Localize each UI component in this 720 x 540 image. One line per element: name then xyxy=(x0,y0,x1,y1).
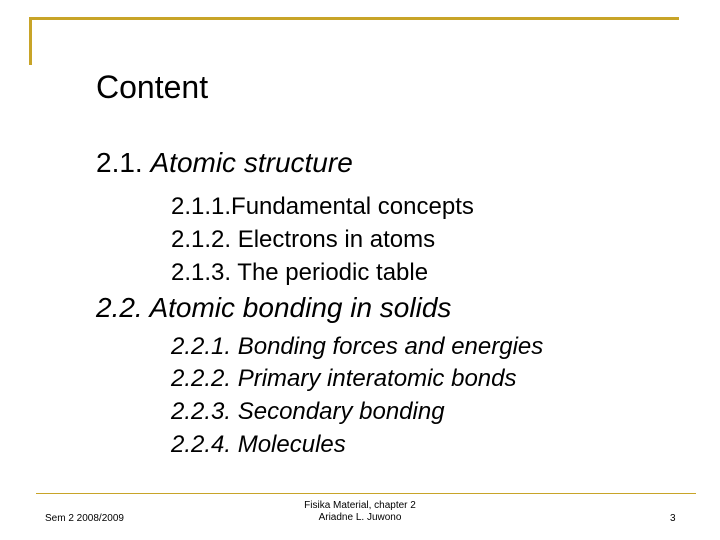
subsection-label: Bonding forces and energies xyxy=(237,333,544,360)
footer-divider xyxy=(36,493,696,494)
section-label: Atomic bonding in solids xyxy=(149,292,452,323)
subsection-2-1-1 xyxy=(171,192,474,222)
subsection-number: 2.1.2. xyxy=(171,226,232,253)
footer-semester: Sem 2 2008/2009 xyxy=(45,513,124,524)
section-2-2 xyxy=(96,292,451,324)
section-number: 2.1. xyxy=(96,147,143,178)
subsection-2-1-2 xyxy=(171,225,435,255)
subsection-number: 2.2.4. xyxy=(171,431,232,458)
subsection-2-2-2 xyxy=(171,364,516,394)
subsection-label: Molecules xyxy=(237,431,346,458)
footer-course-info xyxy=(260,500,460,524)
subsection-number: 2.2.1. xyxy=(171,333,232,360)
subsection-label: Electrons in atoms xyxy=(237,226,436,253)
subsection-number: 2.2.3. xyxy=(171,398,232,425)
subsection-number: 2.1.3. xyxy=(171,259,232,286)
footer-course-title: Fisika Material, chapter 2 xyxy=(304,500,416,511)
section-2-1 xyxy=(96,147,353,179)
subsection-number: 2.1.1. xyxy=(171,193,232,220)
subsection-label: Fundamental concepts xyxy=(231,193,474,220)
subsection-2-2-3 xyxy=(171,397,445,427)
page-number: 3 xyxy=(670,513,676,524)
subsection-2-1-3 xyxy=(171,258,428,288)
subsection-number: 2.2.2. xyxy=(171,365,232,392)
decorative-frame-top xyxy=(29,17,679,20)
subsection-label: Primary interatomic bonds xyxy=(237,365,517,392)
slide-title: Content xyxy=(96,69,209,105)
subsection-2-2-4 xyxy=(171,430,346,460)
footer-author: Ariadne L. Juwono xyxy=(318,512,402,523)
subsection-label: The periodic table xyxy=(237,259,429,286)
subsection-2-2-1 xyxy=(171,332,543,362)
decorative-frame-left xyxy=(29,17,32,65)
section-number: 2.2. xyxy=(96,292,143,323)
section-label: Atomic structure xyxy=(150,147,353,178)
subsection-label: Secondary bonding xyxy=(237,398,445,425)
